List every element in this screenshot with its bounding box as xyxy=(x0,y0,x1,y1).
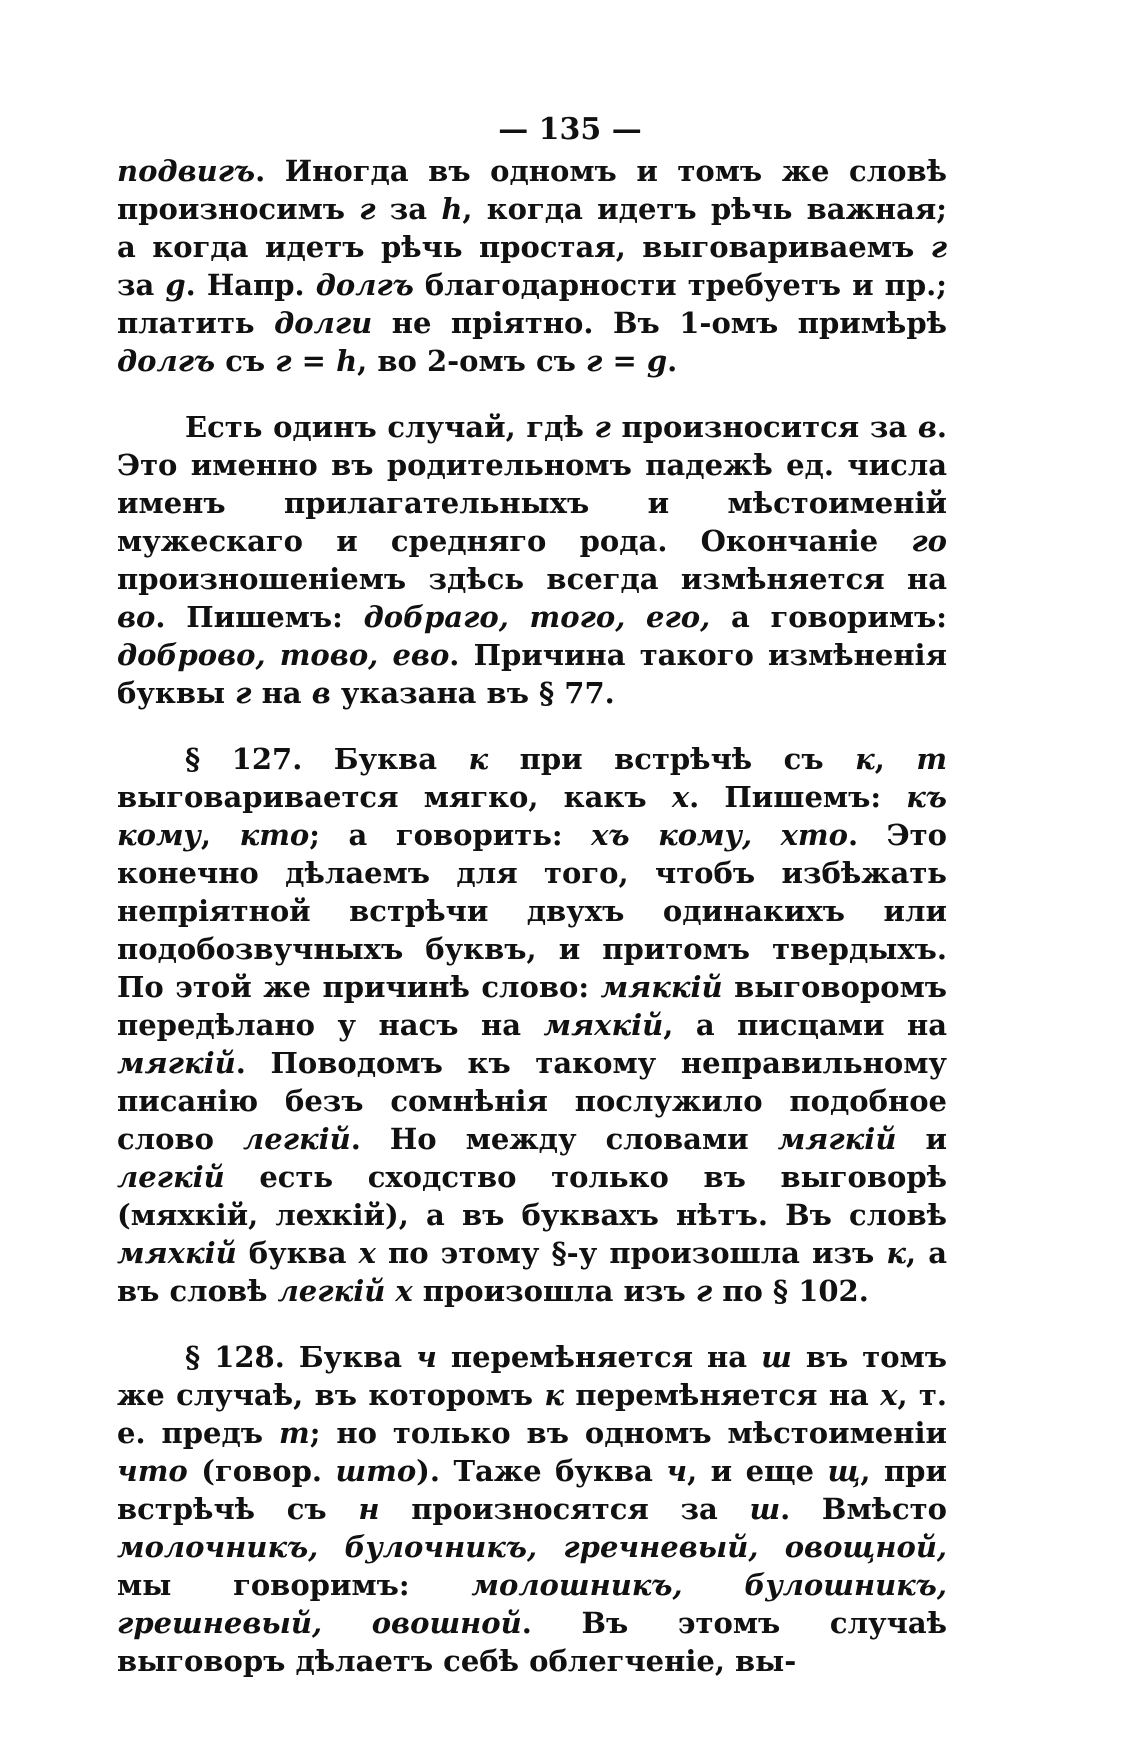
italic-term: молошникъ, булошникъ, грешневый, овошной xyxy=(117,1568,947,1640)
italic-term: в xyxy=(311,676,331,710)
text-run: . Иногда въ одномъ и томъ же словѣ произносимъ xyxy=(117,154,947,226)
text-run: ; а говорить: xyxy=(309,818,592,852)
text-run: по этому §-у произошла изъ xyxy=(375,1236,887,1270)
text-run: = xyxy=(291,344,337,378)
text-run: , xyxy=(200,818,240,852)
italic-term: н xyxy=(358,1492,380,1526)
text-run: произносится за xyxy=(610,410,918,444)
italic-term: g xyxy=(646,344,668,378)
italic-term: г xyxy=(930,230,947,264)
text-run: ; но только въ одномъ мѣстоименіи xyxy=(309,1416,947,1450)
italic-term: долгъ xyxy=(315,268,414,302)
text-run: . xyxy=(667,344,678,378)
italic-term: подвигъ xyxy=(117,154,256,188)
italic-term: къ кому xyxy=(117,780,947,852)
text-run: произношеніемъ здѣсь всегда измѣняется на xyxy=(117,562,947,596)
italic-term: к xyxy=(886,1236,907,1270)
text-run: § 127. Буква xyxy=(185,742,469,776)
text-run: , а въ словѣ xyxy=(117,1236,948,1308)
text-run: и xyxy=(896,1122,947,1156)
text-run: буква xyxy=(236,1236,359,1270)
text-run: . Это конечно дѣлаемъ для того, чтобъ избѣжать непріятной встрѣчи двухъ одинакихъ или подобозвучныхъ буквъ, и притомъ твердыхъ. По этой же причинѣ слово: xyxy=(117,818,947,1004)
body-text xyxy=(117,152,947,1680)
paragraph-section-128 xyxy=(117,1338,947,1680)
text-run: не пріятно. Въ 1-омъ примѣрѣ xyxy=(372,306,947,340)
italic-term: легкій xyxy=(243,1122,351,1156)
italic-term: g xyxy=(165,268,186,302)
italic-term: мягкій xyxy=(117,1046,236,1080)
italic-term: ч xyxy=(416,1340,437,1374)
text-run: по § 102. xyxy=(712,1274,869,1308)
italic-term: доброво, тово, ево xyxy=(117,638,450,672)
italic-term: ч xyxy=(666,1454,688,1488)
text-run: . Пишемъ: xyxy=(155,600,364,634)
italic-term: т xyxy=(279,1416,310,1450)
text-run: мы говоримъ: xyxy=(117,1568,472,1602)
italic-term: х xyxy=(880,1378,898,1412)
text-run: . Поводомъ къ такому неправильному писанію безъ сомнѣнія послужило подобное слово xyxy=(117,1046,947,1156)
italic-term: г xyxy=(586,344,603,378)
italic-term: го xyxy=(911,524,947,558)
paragraph-genitive xyxy=(117,408,947,712)
italic-term: в xyxy=(917,410,937,444)
text-run: , xyxy=(874,742,917,776)
text-run: выговаривается мягко, какъ xyxy=(117,780,672,814)
italic-term: легкій xyxy=(117,1160,225,1194)
italic-term: во xyxy=(117,600,156,634)
italic-term: кто xyxy=(239,818,310,852)
italic-term: добраго, того, его, xyxy=(363,600,711,634)
text-run: въ томъ же случаѣ, въ которомъ xyxy=(117,1340,948,1412)
italic-term: щ xyxy=(827,1454,861,1488)
paragraph-section-127 xyxy=(117,740,947,1310)
text-run: . Вмѣсто xyxy=(780,1492,947,1526)
italic-term: ш xyxy=(761,1340,792,1374)
text-run: § 128. Буква xyxy=(185,1340,417,1374)
text-run: ). Таже буква xyxy=(416,1454,667,1488)
italic-term: мяккій xyxy=(600,970,723,1004)
italic-term: что xyxy=(117,1454,188,1488)
text-run: перемѣняется на xyxy=(436,1340,762,1374)
italic-term: г xyxy=(695,1274,713,1308)
italic-term: г xyxy=(275,344,292,378)
text-run: а говоримъ: xyxy=(710,600,947,634)
italic-term: г xyxy=(594,410,611,444)
text-run: за xyxy=(117,268,166,302)
italic-term: h xyxy=(336,344,358,378)
italic-term: мяхкій xyxy=(543,1008,664,1042)
italic-term: молочникъ, булочникъ, гречневый, овощной, xyxy=(117,1530,947,1564)
text-run: , и еще xyxy=(687,1454,828,1488)
text-run: (говор. xyxy=(187,1454,336,1488)
text-run: . Въ этомъ случаѣ выговоръ дѣлаетъ себѣ облегченіе, вы- xyxy=(117,1606,948,1678)
italic-term: к xyxy=(468,742,489,776)
page-number: — 135 — xyxy=(498,112,642,147)
text-run: съ xyxy=(215,344,276,378)
text-run: перемѣняется на xyxy=(563,1378,881,1412)
text-run: произошла изъ xyxy=(412,1274,696,1308)
italic-term: г xyxy=(359,192,376,226)
italic-term: к xyxy=(855,742,875,776)
text-run: есть сходство только въ выговорѣ (мяхкій, лехкій), а въ буквахъ нѣтъ. Въ словѣ xyxy=(117,1160,947,1232)
text-run: при встрѣчѣ съ xyxy=(488,742,856,776)
italic-term: што xyxy=(335,1454,417,1488)
text-run: = xyxy=(602,344,647,378)
text-run: благодарности требуетъ и пр.; платить xyxy=(117,268,947,340)
italic-term: ш xyxy=(749,1492,781,1526)
text-run: . Причина такого измѣненія буквы xyxy=(117,638,947,710)
italic-term: мяхкій xyxy=(117,1236,237,1270)
text-run: указана въ § 77. xyxy=(330,676,615,710)
text-run: Есть одинъ случай, гдѣ xyxy=(185,410,595,444)
italic-term: легкій х xyxy=(277,1274,413,1308)
text-run: . Напр. xyxy=(185,268,316,302)
text-run: выговоромъ передѣлано у насъ на xyxy=(117,970,948,1042)
italic-term: х xyxy=(358,1236,376,1270)
italic-term: мягкій xyxy=(777,1122,897,1156)
text-run: на xyxy=(251,676,312,710)
paragraph-continuation xyxy=(117,152,947,380)
text-run: , во 2-омъ съ xyxy=(357,344,587,378)
italic-term: хъ кому, хто xyxy=(591,818,848,852)
text-run: за xyxy=(375,192,442,226)
text-run: , а писцами на xyxy=(663,1008,947,1042)
text-run: . Это именно въ родительномъ падежѣ ед. числа именъ прилагательныхъ и мѣстоименій мужескаго и средняго рода. Окончаніе xyxy=(117,410,947,558)
text-run: . Но между словами xyxy=(350,1122,778,1156)
text-run: . Пишемъ: xyxy=(689,780,907,814)
italic-term: х xyxy=(671,780,690,814)
italic-term: h xyxy=(441,192,463,226)
italic-term: долгъ xyxy=(117,344,216,378)
text-run: , т. е. предъ xyxy=(117,1378,947,1450)
italic-term: т xyxy=(916,742,947,776)
text-run: произносятся за xyxy=(379,1492,750,1526)
text-run: , при встрѣчѣ съ xyxy=(117,1454,947,1526)
text-run: , когда идетъ рѣчь важная; а когда идетъ рѣчь простая, выговариваемъ xyxy=(117,192,947,264)
italic-term: долги xyxy=(274,306,373,340)
italic-term: г xyxy=(235,676,252,710)
italic-term: к xyxy=(544,1378,564,1412)
